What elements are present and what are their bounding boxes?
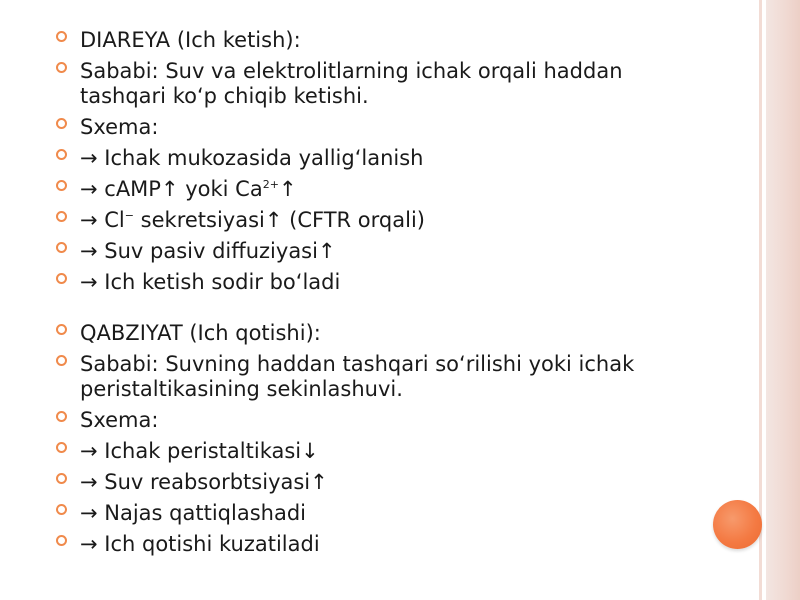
list-item-diarrhea-step4	[56, 239, 696, 264]
constipation-heading: QABZIYAT (Ich qotishi):	[80, 321, 321, 345]
diarrhea-step1: → Ichak mukozasida yallig‘lanish	[80, 146, 424, 170]
bullet-icon	[56, 411, 67, 422]
bullet-icon	[56, 473, 67, 484]
bullet-icon	[56, 504, 67, 515]
diarrhea-step2-suffix: ↑	[278, 177, 297, 201]
list-item-diarrhea-step3	[56, 208, 696, 233]
bullet-icon	[56, 355, 67, 366]
diarrhea-heading: DIAREYA (Ich ketish):	[80, 28, 301, 52]
bullet-icon	[56, 180, 67, 191]
list-item-constipation-step3	[56, 501, 696, 526]
list-item-diarrhea-heading	[56, 28, 696, 53]
bullet-icon	[56, 242, 67, 253]
side-decoration-band	[766, 0, 800, 600]
list-item-constipation-heading	[56, 321, 696, 346]
bullet-icon	[56, 273, 67, 284]
constipation-step4: → Ich qotishi kuzatiladi	[80, 532, 320, 556]
bullet-list	[56, 28, 696, 563]
diarrhea-step3-prefix: → Cl	[80, 208, 125, 232]
list-item-diarrhea-step1	[56, 146, 696, 171]
list-item-diarrhea-scheme	[56, 115, 696, 140]
diarrhea-step4: → Suv pasiv diffuziyasi↑	[80, 239, 336, 263]
list-item-constipation-cause	[56, 352, 696, 402]
constipation-cause-line1: Sababi: Suvning haddan tashqari so‘rilishi yoki ichak	[80, 352, 635, 376]
bullet-icon	[56, 149, 67, 160]
list-item-constipation-step4	[56, 532, 696, 557]
list-item-constipation-step1	[56, 439, 696, 464]
side-decoration-line	[759, 0, 762, 600]
diarrhea-step2-prefix: → cAMP↑ yoki Ca	[80, 177, 263, 201]
list-item-diarrhea-step5	[56, 270, 696, 295]
constipation-scheme-label: Sxema:	[80, 408, 159, 432]
bullet-icon	[56, 62, 67, 73]
chloride-charge-superscript: −	[124, 209, 134, 222]
list-item-diarrhea-step2	[56, 177, 696, 202]
constipation-step3: → Najas qattiqlashadi	[80, 501, 306, 525]
list-item-constipation-step2	[56, 470, 696, 495]
bullet-icon	[56, 31, 67, 42]
calcium-charge-superscript: 2+	[262, 178, 279, 191]
bullet-icon	[56, 118, 67, 129]
diarrhea-scheme-label: Sxema:	[80, 115, 159, 139]
constipation-step1: → Ichak peristaltikasi↓	[80, 439, 319, 463]
diarrhea-step5: → Ich ketish sodir bo‘ladi	[80, 270, 341, 294]
diarrhea-cause-line1: Sababi: Suv va elektrolitlarning ichak orqali haddan	[80, 59, 623, 83]
bullet-icon	[56, 211, 67, 222]
constipation-step2: → Suv reabsorbtsiyasi↑	[80, 470, 328, 494]
constipation-cause-line2: peristaltikasining sekinlashuvi.	[80, 377, 403, 401]
bullet-icon	[56, 324, 67, 335]
diarrhea-cause-line2: tashqari ko‘p chiqib ketishi.	[80, 84, 369, 108]
orange-circle-decoration	[713, 500, 762, 549]
list-item-constipation-scheme	[56, 408, 696, 433]
bullet-icon	[56, 535, 67, 546]
diarrhea-step3-suffix: sekretsiyasi↑ (CFTR orqali)	[134, 208, 425, 232]
list-item-diarrhea-cause	[56, 59, 696, 109]
bullet-icon	[56, 442, 67, 453]
